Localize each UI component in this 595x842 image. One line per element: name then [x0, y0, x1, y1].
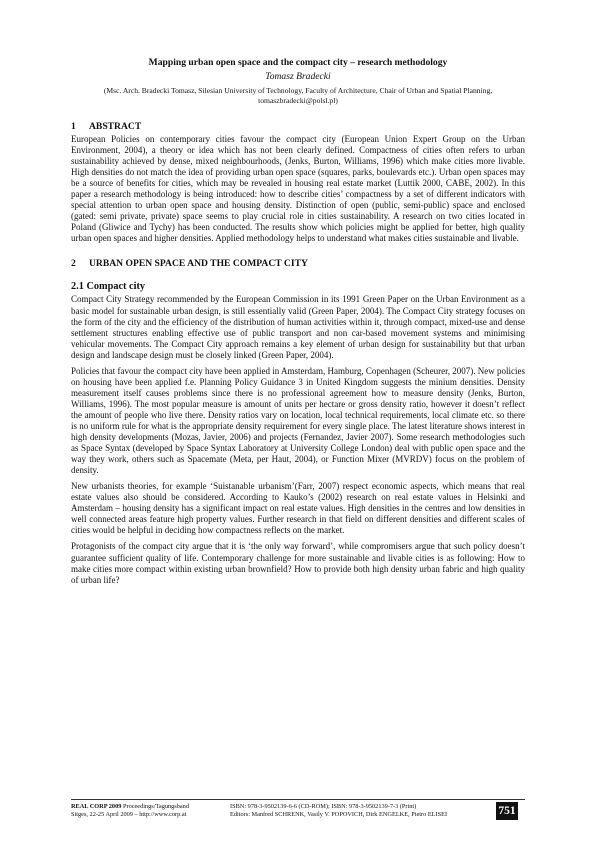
footer-row-2 — [71, 811, 525, 819]
footer-row-1 — [71, 803, 525, 811]
section-title: ABSTRACT — [89, 121, 142, 132]
body-paragraph: Compact City Strategy recommended by the European Commission in its 1991 Green Paper on the Urban Environment as a basic model for sustainable urban design, is still essentially valid (Green Paper, 2004). The Compact City strategy focuses on the form of the city and the efficiency of the distribution of human activities within it, through compact, mixed-use and dense settlement structures enabling effective use of public transport and non car-based movement systems and minimising vehicular movements. The Compact City approach remains a key element of urban design for sustainability but that urban design and landscape design must be closely linked (Green Paper, 2004). — [71, 294, 525, 360]
paper-title: Mapping urban open space and the compact city – research methodology — [148, 57, 448, 68]
section-number: 2 — [71, 258, 76, 270]
venue-line: Sitges, 22-25 April 2009 – http://www.corp.at — [71, 811, 187, 819]
affiliation-line-2: tomaszbradecki@polsl.pl) — [258, 96, 338, 105]
body-paragraph: Policies that favour the compact city have been applied in Amsterdam, Hamburg, Copenhagen (Scheurer, 2007). New policies on housing have been applied f.e. Planning Policy Guidance 3 in United Kingdom suggests the minium densities. Density measurement itself causes problems since there is no professional agreement how to measure density (Jenks, Burton, Williams, 1996). The most popular measure is amount of units per hectare or gross density ratio, however it doesn’t reflect the amount of people who live there. Density ratios vary on location, local technical requirements, local climate etc. so there is no uniform rule for what is the appropriate density requirement for every single place. The latest literature shows interest in high density developments (Mozas, Javier, 2006) and projects (Fernandez, Javier 2007). Some research methodologies such as Space Syntax (developed by Space Syntax Laboratory at University College London) deal with public open space and the way they work, others such as Spacemate (Meta, per Haut, 2004), or Function Mixer (MVRDV) focus on the problem of density. — [71, 365, 525, 476]
conference-rest: Proceedings/Tagungsband — [121, 803, 189, 810]
section-number: 1 — [71, 121, 76, 132]
section-title: URBAN OPEN SPACE AND THE COMPACT CITY — [89, 258, 308, 270]
affiliation-line-1: (Msc. Arch. Bradecki Tomasz, Silesian University of Technology, Faculty of Architecture, Chair of Urban and Spatial Planning, — [103, 86, 493, 95]
section-heading-urban-open-space — [71, 258, 525, 269]
subsection-heading-compact-city: 2.1 Compact city — [71, 281, 146, 293]
body-paragraph: Protagonists of the compact city argue that it is ‘the only way forward’, while compromisers argue that such policy doesn’t guarantee sufficient quality of life. Contemporary challenge for more sustainable and livable cities is as following: How to make cities more compact within existing urban brownfield? How to provide both high density urban fabric and high quality of urban life? — [71, 541, 525, 585]
editors-line: Editors: Manfred SCHRENK, Vasily V. POPOVICH, Dirk ENGELKE, Pietro ELISEI — [230, 811, 448, 819]
conference-name — [71, 803, 230, 811]
page-number-badge: 751 — [496, 802, 518, 820]
page-footer — [71, 799, 525, 820]
conference-bold: REAL CORP 2009 — [71, 803, 122, 810]
abstract-paragraph: European Policies on contemporary cities favour the compact city (European Union Expert Group on the Urban Environment, 2004), a theory or idea which has not been clearly defined. Compactness of cities often refers to urban sustainability achieved by dense, mixed neighbourhoods, (Jenks, Burton, Williams, 1996) which make cities more livable. High densities do not match the idea of providing urban open space (squares, parks, boulevards etc.). Urban open spaces may be a source of benefits for cities, which may be revealed in housing real estate market (Luttik 2000, CABE, 2002). In this paper a research methodology is being introduced: how to describe cities’ compactness by a set of different indicators with special attention to urban open space and housing density. Distinction of open (public, semi-public) space and enclosed (gated: semi private, private) space seems to play crucial role in cities sustainability. A research on two cities located in Poland (Gliwice and Tychy) has been conducted. The results show which policies might be applied for better, high quality urban open spaces and higher densities. Applied methodology helps to understand what makes cities sustainable and livable. — [71, 134, 525, 244]
author-name: Tomasz Bradecki — [265, 71, 331, 82]
section-heading-abstract — [71, 121, 525, 132]
paper-page — [71, 57, 525, 586]
isbn-line: ISBN: 978-3-9502139-6-6 (CD-ROM); ISBN: 978-3-9502139-7-3 (Print) — [230, 803, 417, 810]
body-paragraph: New urbanists theories, for example ‘Suistanable urbanism’(Farr, 2007) respect economic aspects, which means that real estate values also should be considered. According to Kauko’s (2002) research on real estate values in Helsinki and Amsterdam – housing density has a significant impact on real estate values. High densities in the centres and low densities in well connected areas feature high property values. Further research in that field on different densities and different scales of cities would be helpful in deciding how compactness reflects on the market. — [71, 481, 525, 536]
author-affiliation — [71, 86, 525, 106]
